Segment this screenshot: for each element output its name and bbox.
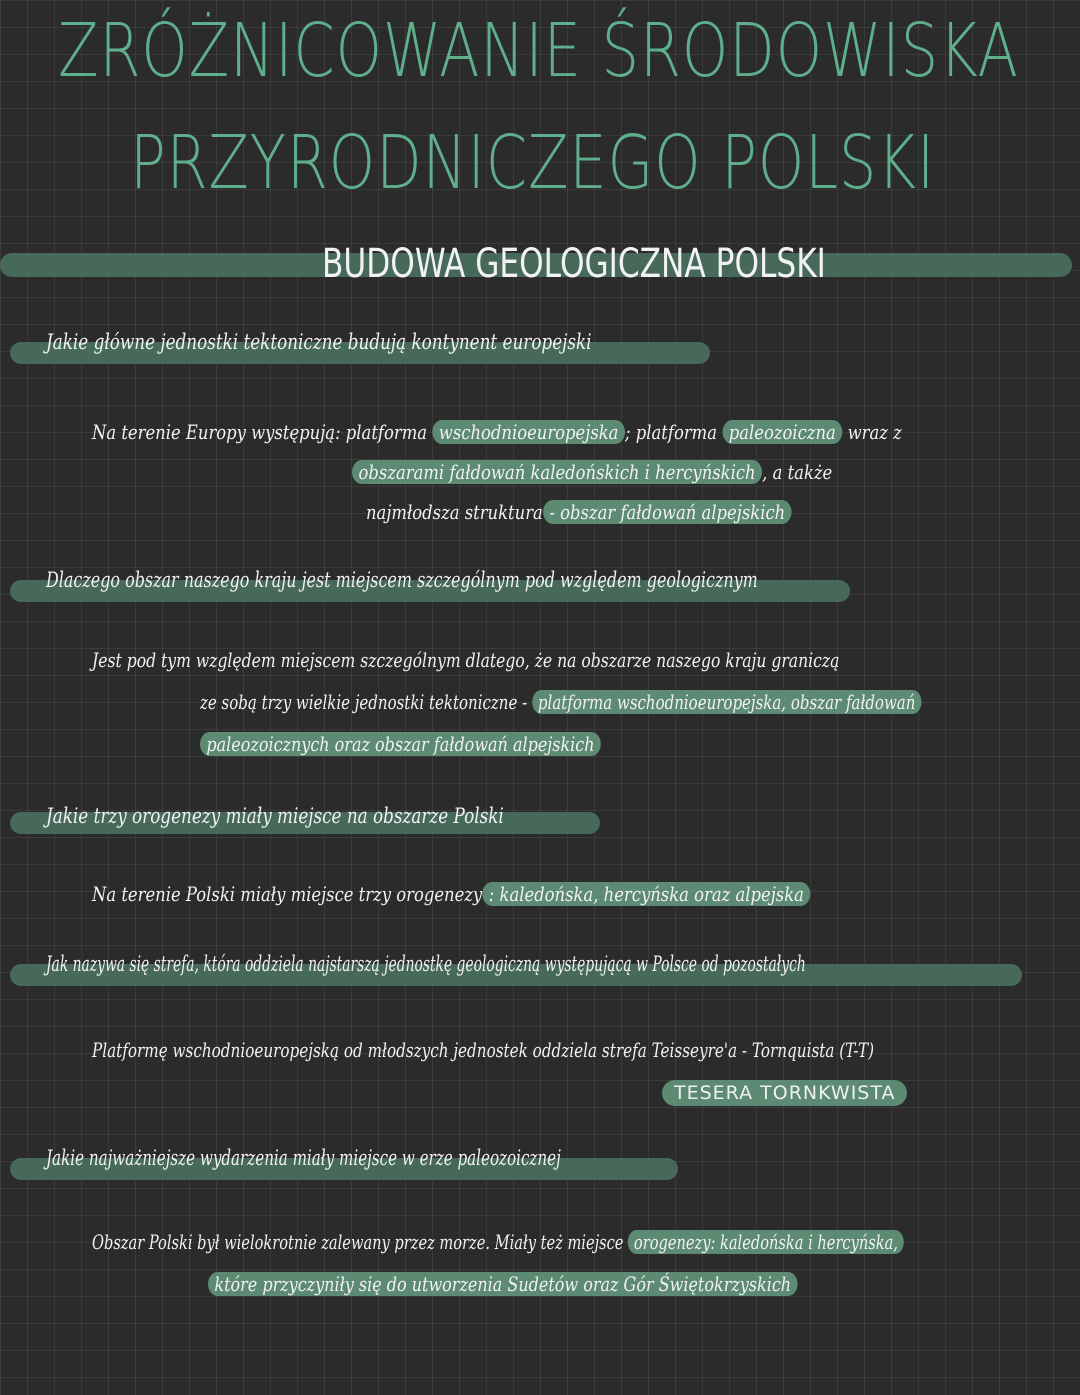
answer-text: Na terenie Europy występują: platforma [92, 420, 433, 444]
answer-1-line-1 [92, 420, 902, 444]
question-1: Jakie główne jednostki tektoniczne budują kontynent europejski [46, 330, 592, 354]
answer-text: wraz z [842, 420, 902, 444]
answer-2-line-1: Jest pod tym względem miejscem szczególnym dlatego, że na obszarze naszego kraju graniczą [92, 648, 840, 672]
answer-5-line-1-text [92, 1230, 904, 1254]
answer-2-line-3 [200, 732, 601, 756]
answer-text: , a także [762, 460, 833, 484]
note-tag: TESERA TORNKWISTA [662, 1080, 907, 1106]
question-4: Jak nazywa się strefa, która oddziela najstarszą jednostkę geologiczną występującą w Polsce od pozostałych [46, 952, 806, 976]
question-2: Dlaczego obszar naszego kraju jest miejscem szczególnym pod względem geologicznym [46, 568, 758, 592]
answer-text: ze sobą trzy wielkie jednostki tektoniczne - [200, 690, 532, 714]
highlight: wschodnioeuropejska [432, 420, 625, 444]
answer-1-line-2 [352, 460, 832, 484]
highlight: orogenezy: kaledońska i hercyńska, [628, 1230, 904, 1254]
highlight: platforma wschodnioeuropejska, obszar fałdowań [532, 690, 921, 714]
answer-3-line-1 [92, 882, 810, 906]
highlight: : kaledońska, hercyńska oraz alpejska [482, 882, 810, 906]
answer-text: najmłodsza struktura [366, 500, 543, 524]
answer-text: Obszar Polski był wielokrotnie zalewany przez morze. Miały też miejsce [92, 1230, 629, 1254]
question-3: Jakie trzy orogenezy miały miejsce na obszarze Polski [46, 804, 504, 828]
answer-text: ; platforma [625, 420, 723, 444]
answer-2-line-2 [200, 690, 921, 714]
page-title-line-1: ZRÓŻNICOWANIE ŚRODOWISKA [58, 8, 1019, 94]
highlight: paleozoicznych oraz obszar fałdowań alpejskich [200, 732, 601, 756]
question-5: Jakie najważniejsze wydarzenia miały miejsce w erze paleozoicznej [46, 1146, 561, 1170]
page-title-line-2: PRZYRODNICZEGO POLSKI [130, 120, 936, 206]
answer-text: Na terenie Polski miały miejsce trzy orogenezy [92, 882, 483, 906]
answer-1-line-3 [366, 500, 792, 524]
highlight: - obszar fałdowań alpejskich [543, 500, 792, 524]
highlight: które przyczyniły się do utworzenia Sudetów oraz Gór Świętokrzyskich [208, 1272, 798, 1296]
highlight: paleozoiczna [722, 420, 842, 444]
answer-4-line-1: Platformę wschodnioeuropejską od młodszych jednostek oddziela strefa Teisseyre'a - Tornquista (T-T) [92, 1038, 875, 1062]
highlight: obszarami fałdowań kaledońskich i hercyńskich [352, 460, 762, 484]
section-title: BUDOWA GEOLOGICZNA POLSKI [322, 241, 826, 287]
answer-5-line-2 [208, 1272, 798, 1296]
